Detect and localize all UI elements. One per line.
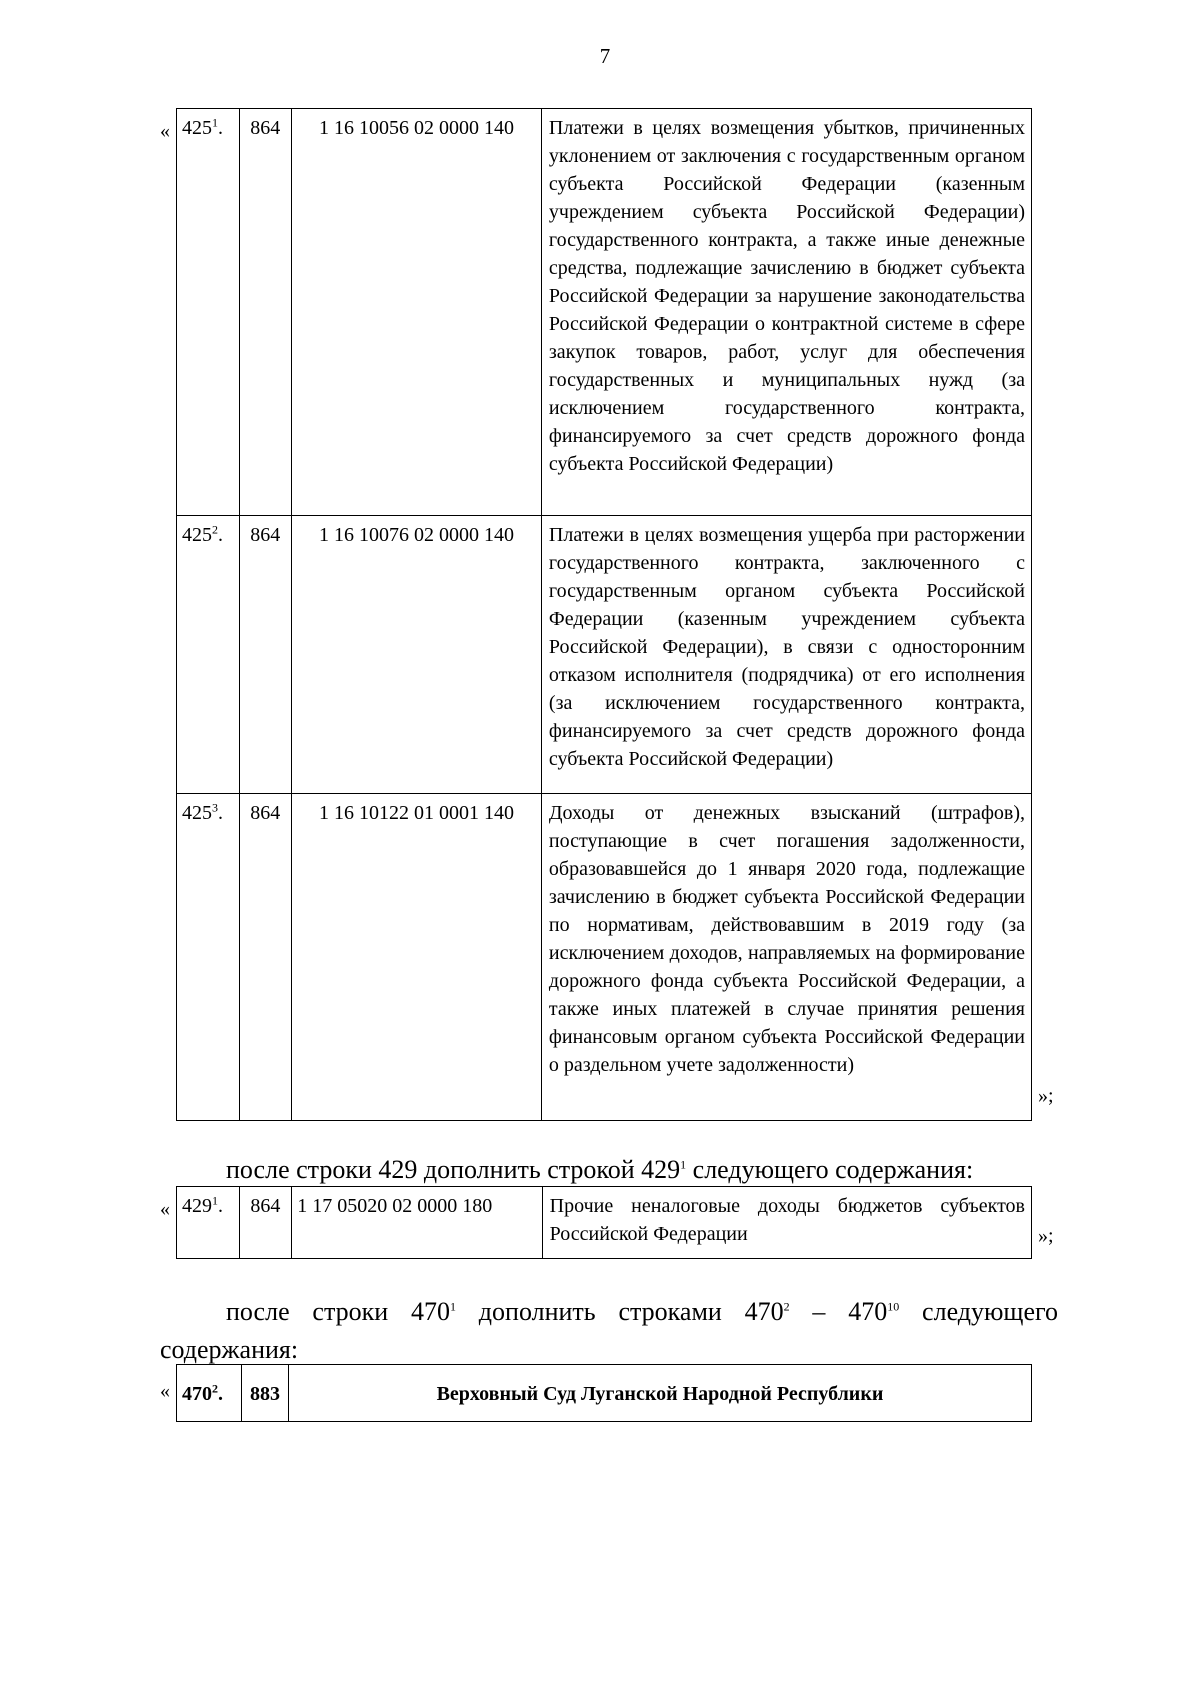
table-row	[177, 1365, 1032, 1422]
kbk-code-cell: 1 16 10056 02 0000 140	[291, 109, 541, 516]
table-row	[177, 794, 1032, 1121]
row-number-cell: $425^2$.	[177, 516, 240, 794]
kbk-code-cell: 1 16 10076 02 0000 140	[291, 516, 541, 794]
description-cell: Доходы от денежных взысканий (штрафов), поступающие в счет погашения задолженности, образовавшейся до 1 января 2020 года, подлежащие зачислению в бюджет субъекта Российской Федерации по нормативам, действовавшим в 2019 году (за исключением доходов, направляемых на формирование дорожного фонда субъекта Российской Федерации, а также иных платежей в случае принятия решения финансовым органом субъекта Российской Федерации о раздельном учете задолженности)	[541, 794, 1031, 1121]
row-number-cell: $470^2$.	[177, 1365, 242, 1422]
row-number-cell: $425^3$.	[177, 794, 240, 1121]
description-cell: Платежи в целях возмещения ущерба при расторжении государственного контракта, заключенного с государственным органом субъекта Российской Федерации (казенным учреждением субъекта Российской Федерации), в связи с односторонним отказом исполнителя (подрядчика) от его исполнения (за исключением государственного контракта, финансируемого за счет средств дорожного фонда субъекта Российской Федерации)	[541, 516, 1031, 794]
admin-code-cell: 883	[242, 1365, 289, 1422]
amendment-paragraph: после строки $470^1$ дополнить строками $470^2 - 470^{10}$ следующего	[226, 1297, 1058, 1326]
court-section-table	[176, 1364, 1032, 1422]
kbk-code-cell: 1 17 05020 02 0000 180	[292, 1187, 542, 1259]
table-row	[177, 109, 1032, 516]
opening-quote: «	[160, 1380, 170, 1402]
amendment-paragraph: после строки 429 дополнить строкой $429^1$ следующего содержания:	[226, 1155, 974, 1184]
description-cell: Прочие неналоговые доходы бюджетов субъектов Российской Федерации	[542, 1187, 1031, 1259]
description-cell: Платежи в целях возмещения убытков, причиненных уклонением от заключения с государственным органом субъекта Российской Федерации (казенным учреждением субъекта Российской Федерации) государственного контракта, а также иные денежные средства, подлежащие зачислению в бюджет субъекта Российской Федерации за нарушение законодательства Российской Федерации о контрактной системе в сфере закупок товаров, работ, услуг для обеспечения государственных и муниципальных нужд (за исключением государственного контракта, финансируемого за счет средств дорожного фонда субъекта Российской Федерации)	[541, 109, 1031, 516]
admin-code-cell: 864	[239, 1187, 292, 1259]
closing-quote: »;	[1038, 1085, 1054, 1107]
amendment-paragraph-continuation: содержания:	[160, 1335, 299, 1364]
income-codes-table	[176, 108, 1032, 1121]
table-row	[177, 516, 1032, 794]
table-row	[177, 1187, 1032, 1259]
closing-quote: »;	[1038, 1225, 1054, 1247]
opening-quote: «	[160, 120, 170, 142]
section-title-cell: Верховный Суд Луганской Народной Республики	[289, 1365, 1032, 1422]
page-number: 7	[599, 44, 611, 68]
row-number-cell: $425^1$.	[177, 109, 240, 516]
kbk-code-cell: 1 16 10122 01 0001 140	[291, 794, 541, 1121]
admin-code-cell: 864	[239, 516, 291, 794]
row-number-cell: $429^1$.	[177, 1187, 240, 1259]
income-codes-table	[176, 1186, 1032, 1259]
admin-code-cell: 864	[239, 794, 291, 1121]
admin-code-cell: 864	[239, 109, 291, 516]
opening-quote: «	[160, 1198, 170, 1220]
